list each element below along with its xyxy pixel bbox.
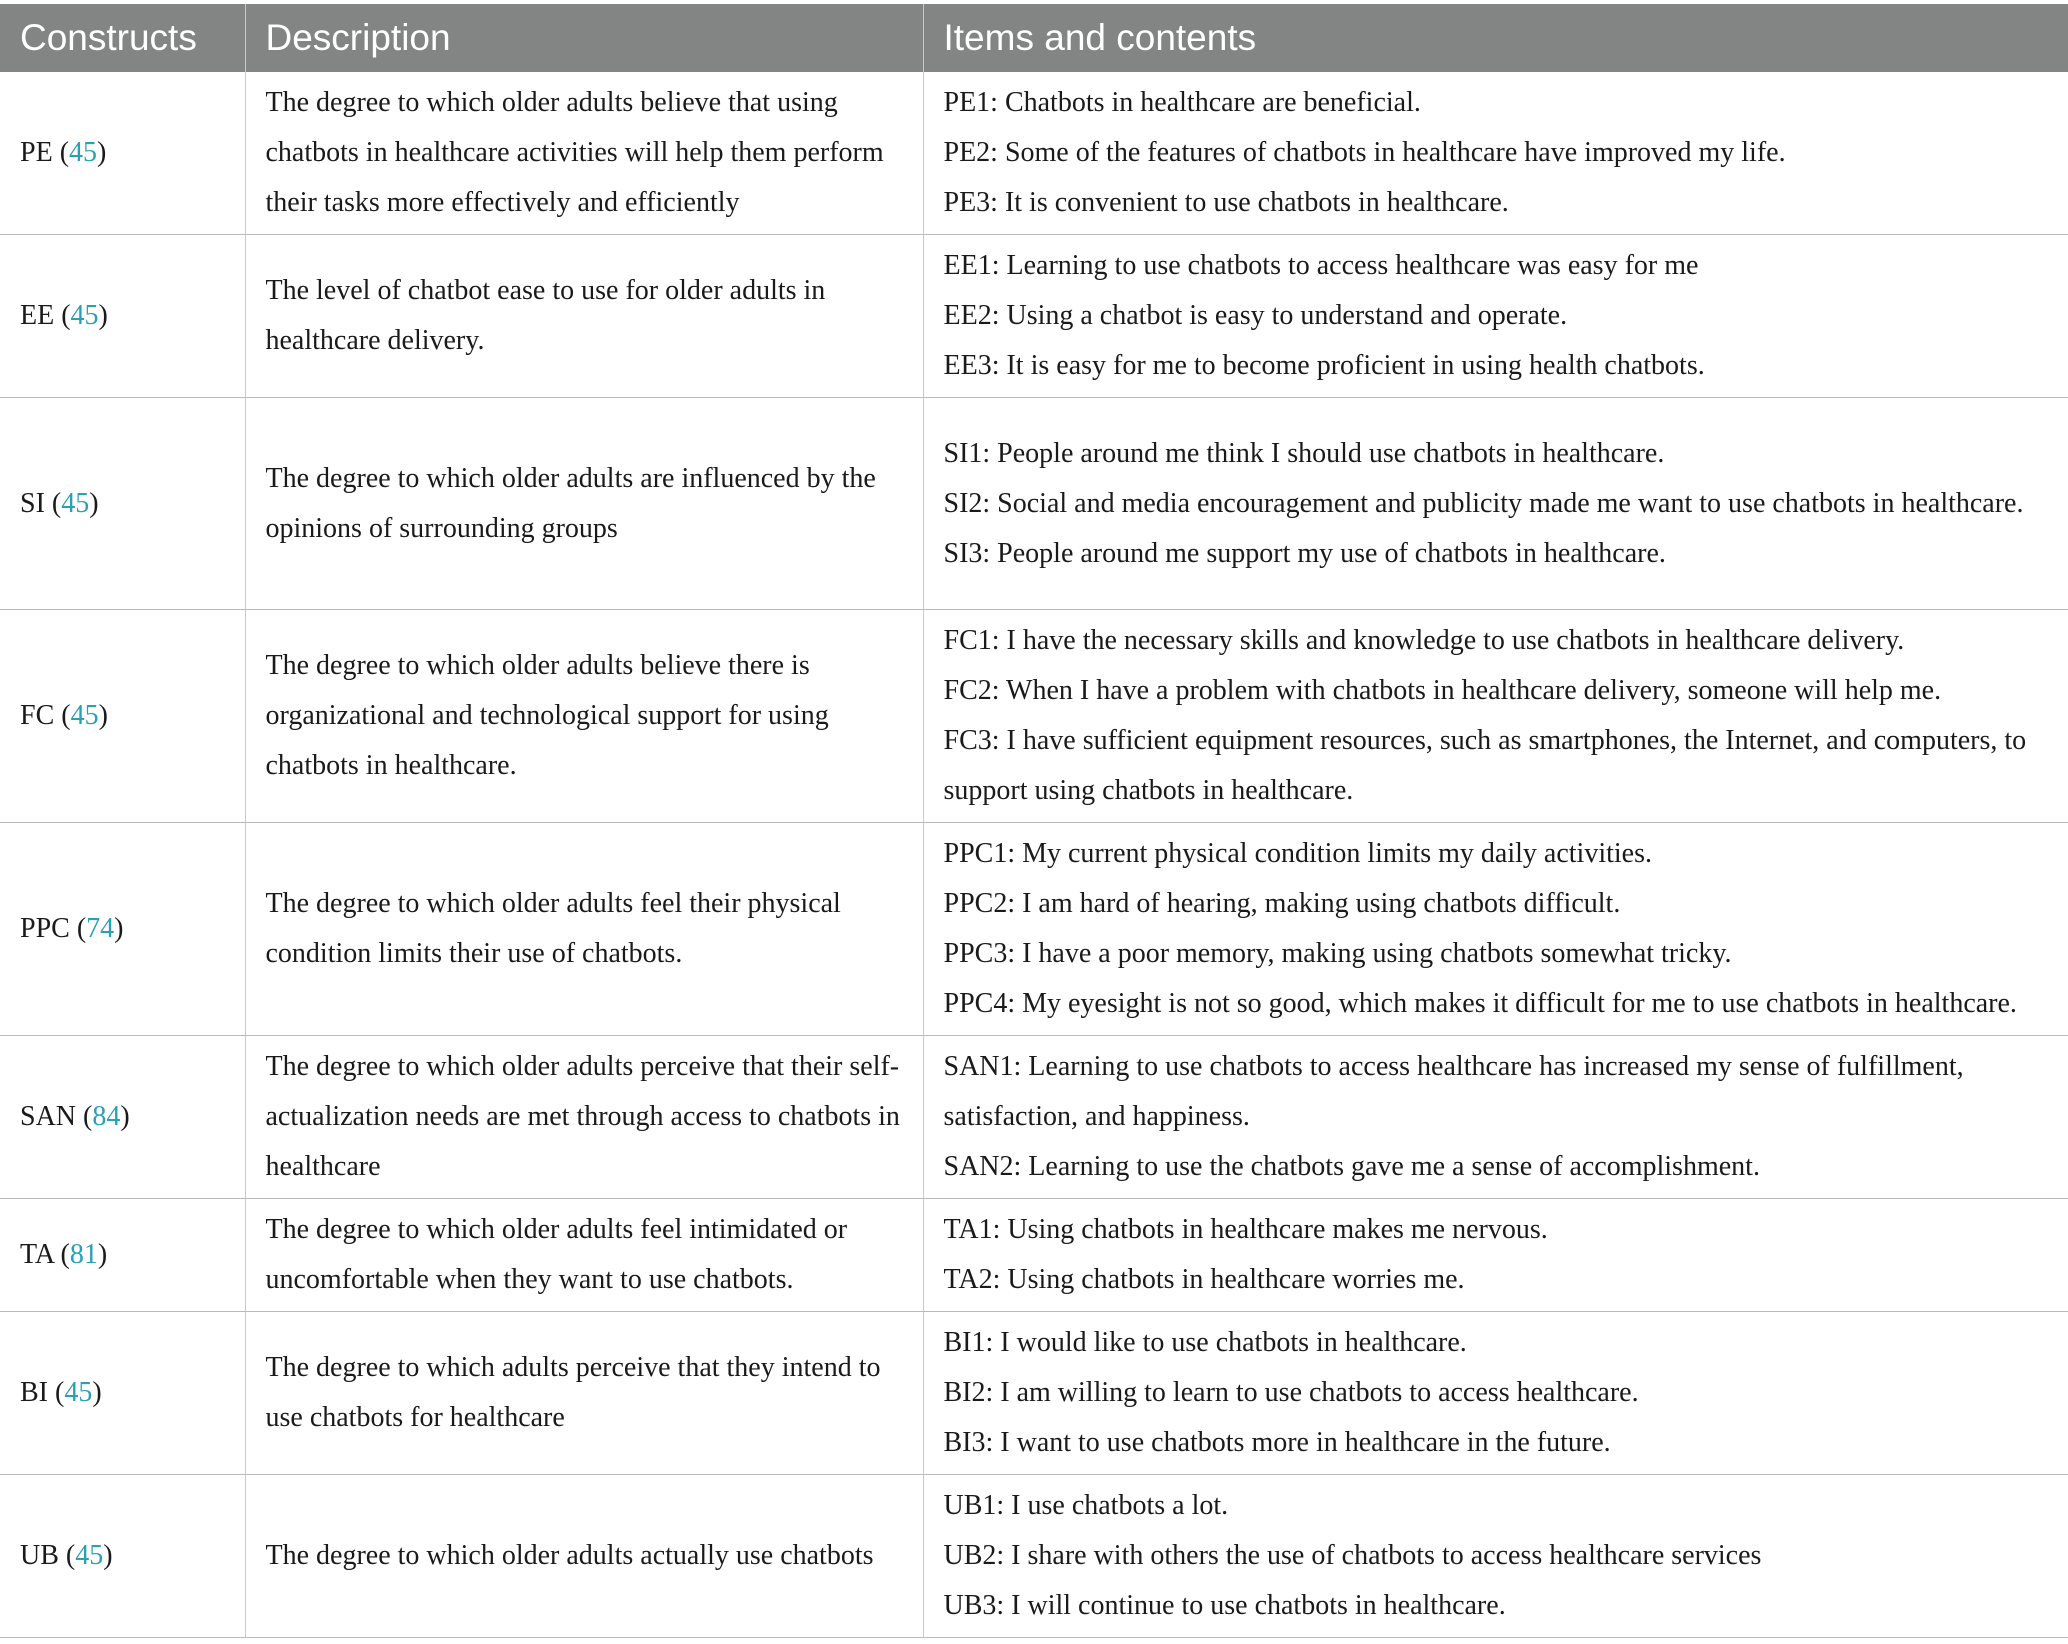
table-row (0, 610, 2068, 823)
item-text: BI2: I am willing to learn to use chatbots to access healthcare. (943, 1377, 1639, 1408)
table-row (0, 1036, 2068, 1199)
item-text: TA1: Using chatbots in healthcare makes me nervous. (943, 1214, 1548, 1245)
description-cell: The level of chatbot ease to use for older adults in healthcare delivery. (245, 235, 923, 398)
item-text: BI3: I want to use chatbots more in healthcare in the future. (943, 1427, 1611, 1458)
items-cell (923, 610, 2068, 823)
table-header (0, 4, 2068, 72)
construct-cell: SAN (84) (0, 1036, 245, 1199)
construct-label: EE (20, 300, 55, 331)
reference-link[interactable]: 45 (70, 300, 99, 331)
table-body (0, 72, 2068, 1638)
description-cell: The degree to which adults perceive that they intend to use chatbots for healthcare (245, 1312, 923, 1475)
construct-label: TA (20, 1239, 54, 1270)
items-cell (923, 1312, 2068, 1475)
item-text: UB2: I share with others the use of chatbots to access healthcare services (943, 1540, 1762, 1571)
table-row (0, 1475, 2068, 1638)
construct-cell: PE (45) (0, 72, 245, 235)
item-text: PE1: Chatbots in healthcare are beneficial. (943, 87, 1421, 118)
item-text: EE3: It is easy for me to become proficient in using health chatbots. (943, 350, 1705, 381)
description-cell: The degree to which older adults feel intimidated or uncomfortable when they want to use chatbots. (245, 1199, 923, 1312)
construct-label: FC (20, 700, 55, 731)
reference-link[interactable]: 45 (61, 487, 90, 519)
item-text: UB1: I use chatbots a lot. (943, 1490, 1229, 1521)
item-text: SI3: People around me support my use of chatbots in healthcare. (943, 537, 1666, 569)
description-cell: The degree to which older adults actually use chatbots (245, 1475, 923, 1638)
construct-cell: PPC (74) (0, 823, 245, 1036)
reference-link[interactable]: 74 (86, 913, 115, 944)
constructs-table-container (0, 4, 2068, 1638)
description-cell: The degree to which older adults feel their physical condition limits their use of chatbots. (245, 823, 923, 1036)
items-cell (923, 1199, 2068, 1312)
header-constructs: Constructs (20, 17, 197, 58)
construct-cell: TA (81) (0, 1199, 245, 1312)
item-text: SAN2: Learning to use the chatbots gave me a sense of accomplishment. (943, 1151, 1760, 1182)
header-row (0, 4, 2068, 72)
description-cell: The degree to which older adults perceive that their self-actualization needs are met through access to chatbots in healthcare (245, 1036, 923, 1199)
table-row (0, 398, 2068, 610)
constructs-table (0, 4, 2068, 1638)
item-text: BI1: I would like to use chatbots in healthcare. (943, 1327, 1467, 1358)
item-text: SAN1: Learning to use chatbots to access healthcare has increased my sense of fulfillment, satisfaction, and happiness. (943, 1051, 1964, 1132)
construct-label: SI (20, 487, 45, 519)
item-text: PPC4: My eyesight is not so good, which makes it difficult for me to use chatbots in healthcare. (943, 988, 2017, 1019)
items-cell (923, 1036, 2068, 1199)
item-text: EE2: Using a chatbot is easy to understand and operate. (943, 300, 1568, 331)
construct-cell: SI (45) (0, 398, 245, 610)
header-items-contents: Items and contents (923, 4, 2068, 72)
item-text: UB3: I will continue to use chatbots in healthcare. (943, 1590, 1506, 1621)
item-text: PPC3: I have a poor memory, making using chatbots somewhat tricky. (943, 938, 1732, 969)
items-cell (923, 1475, 2068, 1638)
table-row (0, 823, 2068, 1036)
construct-label: BI (20, 1377, 48, 1408)
item-text: EE1: Learning to use chatbots to access healthcare was easy for me (943, 250, 1699, 281)
description-cell: The degree to which older adults believe that using chatbots in healthcare activities will help them perform their tasks more effectively and efficiently (245, 72, 923, 235)
construct-label: SAN (20, 1101, 77, 1132)
item-text: TA2: Using chatbots in healthcare worries me. (943, 1264, 1465, 1295)
description-cell: The degree to which older adults believe there is organizational and technological support for using chatbots in healthcare. (245, 610, 923, 823)
construct-cell: UB (45) (0, 1475, 245, 1638)
item-text: FC2: When I have a problem with chatbots in healthcare delivery, someone will help me. (943, 675, 1942, 706)
item-text: SI1: People around me think I should use chatbots in healthcare. (943, 437, 1665, 469)
table-row (0, 72, 2068, 235)
reference-link[interactable]: 45 (69, 137, 98, 168)
construct-cell: EE (45) (0, 235, 245, 398)
item-text: PE2: Some of the features of chatbots in healthcare have improved my life. (943, 137, 1786, 168)
reference-link[interactable]: 45 (64, 1377, 93, 1408)
reference-link[interactable]: 84 (92, 1101, 121, 1132)
reference-link[interactable]: 45 (75, 1540, 104, 1571)
item-text: FC3: I have sufficient equipment resources, such as smartphones, the Internet, and computers, to support using chatbots in healthcare. (943, 725, 2027, 806)
table-row (0, 1312, 2068, 1475)
table-row (0, 235, 2068, 398)
construct-label: PPC (20, 913, 70, 944)
description-cell: The degree to which older adults are influenced by the opinions of surrounding groups (245, 398, 923, 610)
item-text: SI2: Social and media encouragement and publicity made me want to use chatbots in healthcare. (943, 487, 2024, 519)
construct-cell: BI (45) (0, 1312, 245, 1475)
reference-link[interactable]: 81 (69, 1239, 98, 1270)
item-text: PPC1: My current physical condition limits my daily activities. (943, 838, 1652, 869)
items-cell (923, 823, 2068, 1036)
reference-link[interactable]: 45 (70, 700, 99, 731)
construct-cell: FC (45) (0, 610, 245, 823)
construct-label: PE (20, 137, 53, 168)
item-text: FC1: I have the necessary skills and knowledge to use chatbots in healthcare delivery. (943, 625, 1905, 656)
construct-label: UB (20, 1540, 59, 1571)
header-description: Description (245, 4, 923, 72)
items-cell (923, 72, 2068, 235)
items-cell (923, 398, 2068, 610)
items-cell (923, 235, 2068, 398)
item-text: PE3: It is convenient to use chatbots in healthcare. (943, 187, 1509, 218)
table-row (0, 1199, 2068, 1312)
item-text: PPC2: I am hard of hearing, making using chatbots difficult. (943, 888, 1621, 919)
